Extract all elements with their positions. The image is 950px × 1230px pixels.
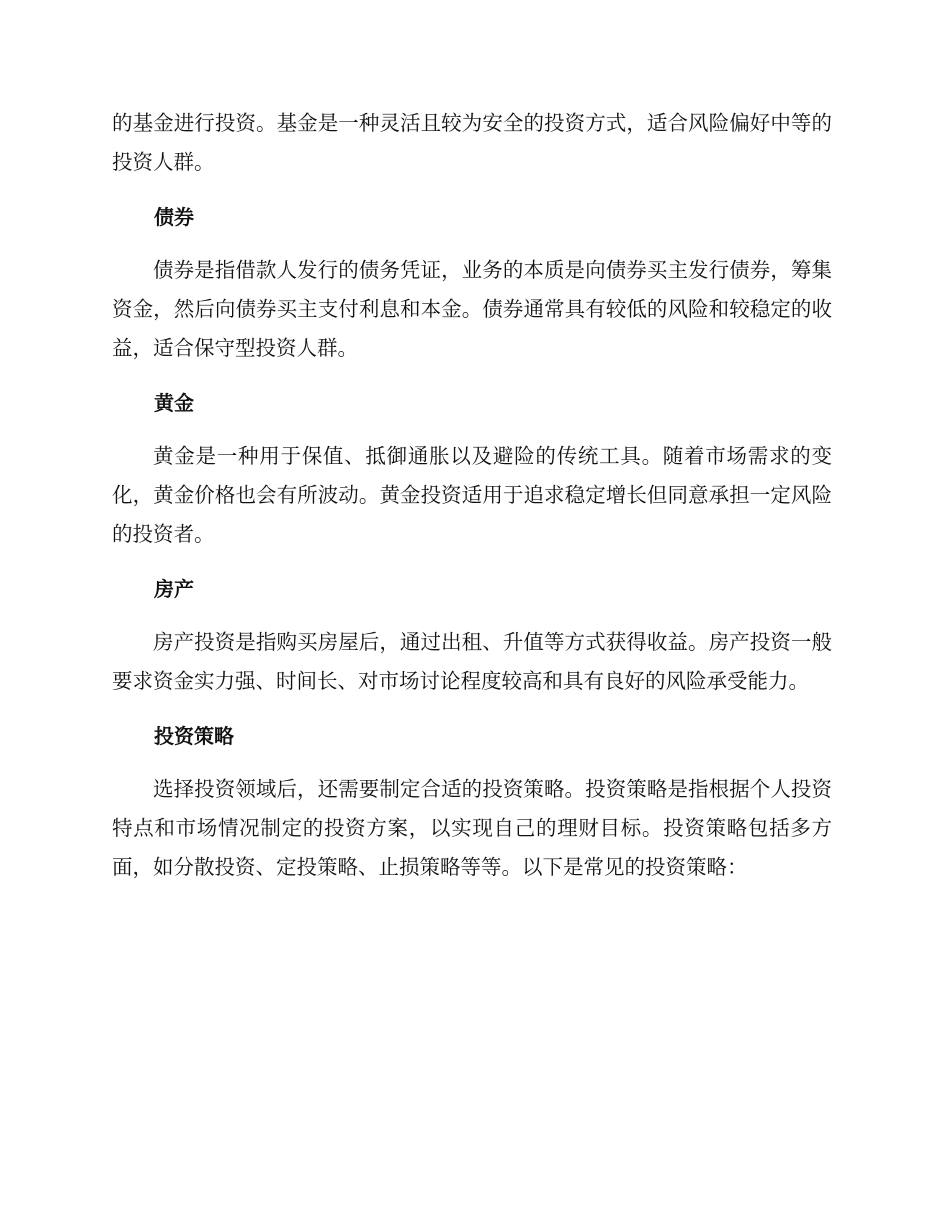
heading-gold: 黄金: [154, 391, 194, 415]
investment-strategy-paragraph: 选择投资领域后，还需要制定合适的投资策略。投资策略是指根据个人投资特点和市场情况制定的投资方案，以实现自己的理财目标。投资策略包括多方面，如分散投资、定投策略、止损策略等等。以下是常见的投资策略：: [112, 777, 832, 879]
bonds-paragraph: 债券是指借款人发行的债务凭证，业务的本质是向债券买主发行债券，筹集资金，然后向债券买主支付利息和本金。债券通常具有较低的风险和较稳定的收益，适合保守型投资人群。: [112, 258, 832, 360]
heading-real-estate: 房产: [154, 577, 194, 601]
gold-paragraph: 黄金是一种用于保值、抵御通胀以及避险的传统工具。随着市场需求的变化，黄金价格也会有所波动。黄金投资适用于追求稳定增长但同意承担一定风险的投资者。: [112, 444, 832, 546]
real-estate-paragraph: 房产投资是指购买房屋后，通过出租、升值等方式获得收益。房产投资一般要求资金实力强、时间长、对市场讨论程度较高和具有良好的风险承受能力。: [112, 630, 832, 693]
fund-paragraph-continued: 的基金进行投资。基金是一种灵活且较为安全的投资方式，适合风险偏好中等的投资人群。: [112, 111, 832, 174]
heading-investment-strategy: 投资策略: [154, 724, 234, 748]
document-page: [112, 104, 832, 887]
heading-bonds: 债券: [154, 205, 194, 229]
